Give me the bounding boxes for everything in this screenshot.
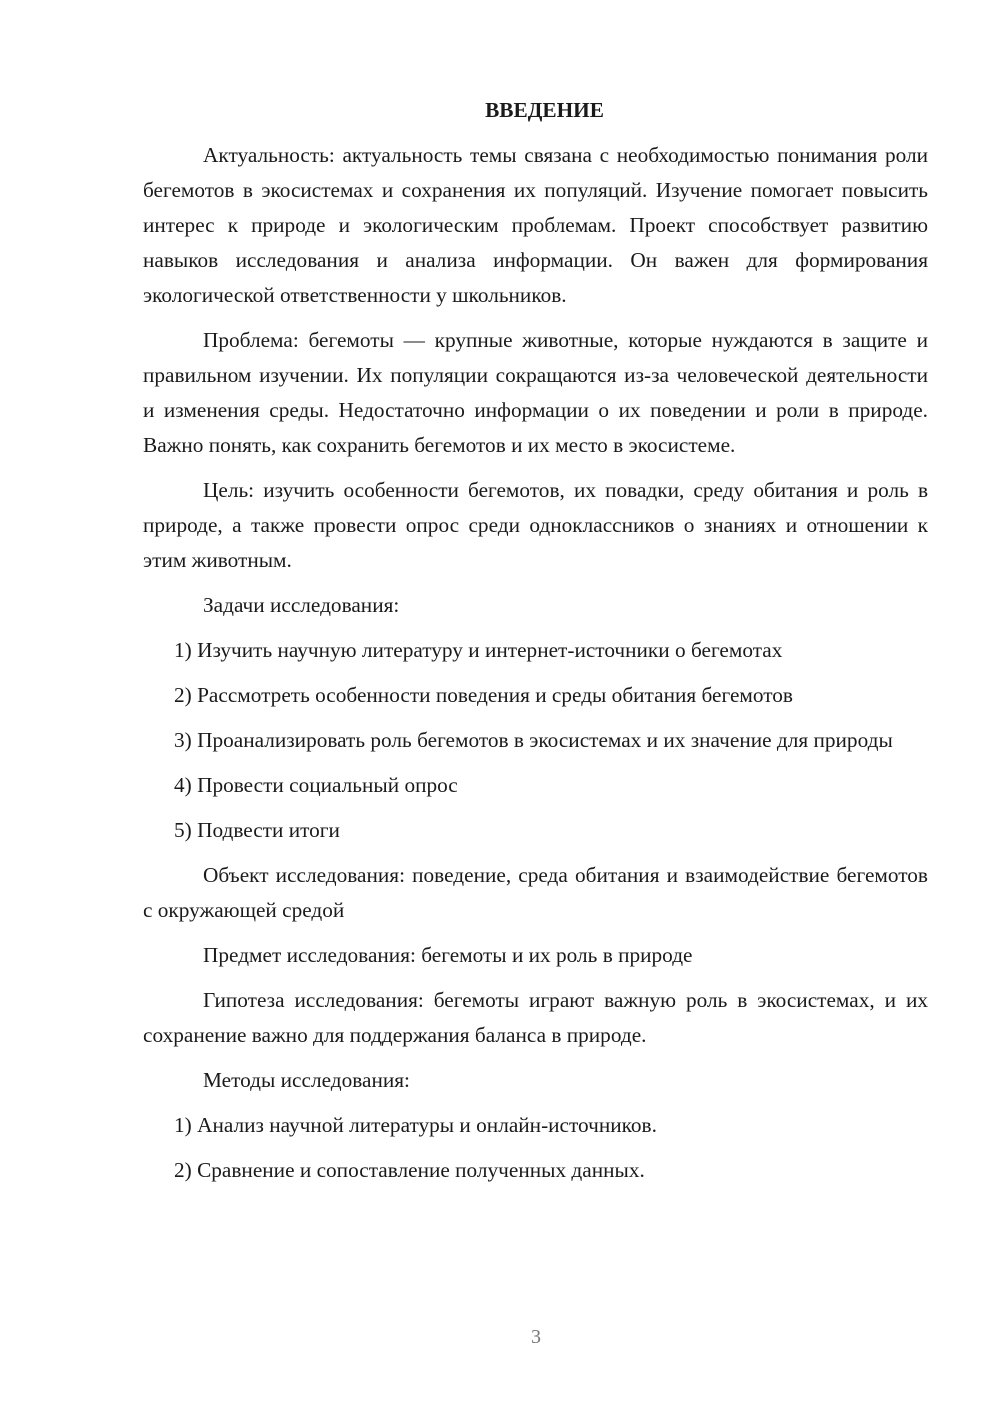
page-content (143, 95, 928, 1198)
task-item-4: 4) Провести социальный опрос (174, 773, 458, 797)
object-paragraph: Объект исследования: поведение, среда обитания и взаимодействие бегемотов с окружающей средой (143, 863, 928, 922)
methods-title: Методы исследования: (203, 1068, 410, 1092)
hypothesis-paragraph: Гипотеза исследования: бегемоты играют важную роль в экосистемах, и их сохранение важно для поддержания баланса в природе. (143, 988, 928, 1047)
goal-paragraph: Цель: изучить особенности бегемотов, их повадки, среду обитания и роль в природе, а также провести опрос среди одноклассников о знаниях и отношении к этим животным. (143, 478, 928, 572)
task-item-3: 3) Проанализировать роль бегемотов в экосистемах и их значение для природы (174, 728, 893, 752)
problem-paragraph: Проблема: бегемоты — крупные животные, которые нуждаются в защите и правильном изучении. Их популяции сокращаются из-за человеческой деятельности и изменения среды. Недостаточно информации о их поведении и роли в природе. Важно понять, как сохранить бегемотов и их место в экосистеме. (143, 328, 928, 457)
page-number: 3 (531, 1326, 541, 1348)
section-heading: ВВЕДЕНИЕ (485, 98, 604, 122)
task-item-1: 1) Изучить научную литературу и интернет-источники о бегемотах (174, 638, 783, 662)
subject-paragraph: Предмет исследования: бегемоты и их роль в природе (203, 943, 693, 967)
task-item-5: 5) Подвести итоги (174, 818, 340, 842)
task-item-2: 2) Рассмотреть особенности поведения и среды обитания бегемотов (174, 683, 793, 707)
method-item-1: 1) Анализ научной литературы и онлайн-источников. (174, 1113, 657, 1137)
tasks-title: Задачи исследования: (203, 593, 400, 617)
relevance-paragraph: Актуальность: актуальность темы связана с необходимостью понимания роли бегемотов в экосистемах и сохранения их популяций. Изучение помогает повысить интерес к природе и экологическим проблемам. Проект способствует развитию навыков исследования и анализа информации. Он важен для формирования экологической ответственности у школьников. (143, 143, 928, 307)
method-item-2: 2) Сравнение и сопоставление полученных данных. (174, 1158, 645, 1182)
